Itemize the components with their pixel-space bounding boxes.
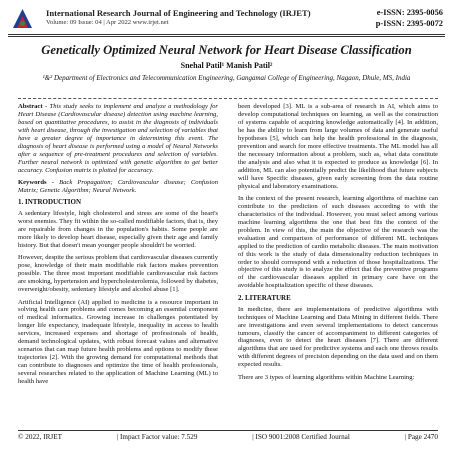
keywords-label: Keywords [18,178,47,186]
paragraph: There are 3 types of learning algorithms within Machine Learning: [238,373,415,381]
p-issn: p-ISSN: 2395-0072 [375,19,443,28]
journal-header [8,5,445,33]
abstract [18,103,218,175]
journal-name: International Research Journal of Engineering and Technology (IRJET) [46,8,311,18]
e-issn: e-ISSN: 2395-0056 [376,8,443,17]
keywords-text: - Back Propagation; Cardiovascular disease; Confusion Matrix; Genetic Algorithm; Neural Network. [18,178,218,194]
journal-volume-line: Volume: 09 Issue: 04 | Apr 2022 www.irjet.net [46,19,169,26]
header-divider [8,34,445,37]
left-column [18,103,218,390]
section-heading-introduction: 1. INTRODUCTION [18,198,82,207]
dashed-divider [18,98,438,99]
paragraph: In medicine, there are implementations of predictive algorithms with techniques of Machine Learning and Data Mining in different fields. There are investigations and even several implementations to detect cancerous tumours, classify the cancer of accompaniment to different categories of diagnoses, even to detect the heart diseases [7]. There are different algorithms that are used for predictive systems and each one throws results with different degrees of precision depending on the data used and on them expected results. [238,305,438,369]
paragraph: A sedentary lifestyle, high cholesterol and stress are some of the heart's worst enemies. They fit within the so-called modifiable factors, that is, they are repairable from changes in the population's habits. Some people are more likely to develop heart disease, especially given their age and family history. But that doesn't mean younger people shouldn't be worried. [18,210,218,250]
paper-authors: Snehal Patil¹ Manish Patil² [180,61,273,70]
footer-copyright: © 2022, IRJET [18,433,62,441]
section-heading-literature: 2. LITERATURE [238,293,291,302]
footer-iso: | ISO 9001:2008 Certified Journal [252,433,350,441]
footer-divider [18,430,438,431]
paragraph: In the context of the present research, learning algorithms of machine can contribute to the prediction of such diseases according to with the characteristics of the individual. However, you must select among various machine learning algorithms the one that best fits the context of the problem. In view of this, the main the objective of the research was the evaluation and comparison of performance of different ML techniques applied to the prediction of cardio metabolic diseases. The main motivation of this work is the study of data dimensionality reduction techniques in order to should correspond with a reduction of those hospitalizations. The objective of this study is to analyze the effect that the preventive programs of the cardiovascular diseases applied in primary care have on the avoidable hospitalization specific of these diseases. [238,194,438,290]
abstract-text: - This study seeks to implement and analyze a methodology for Heart Disease (Cardiovascular disease) detection using machine learning, based on quantitative procedures, to assist in the diagnosis of individuals with heart disease, through the investigation and selection of variables that have a greater degree of importance in determining this event. The diagnosis of heart disease is performed using a model of Neural Networks after a sequence of pre-treatment procedures and selection of variables. Further neural network is optimized with genetic algorithm to get better accuracy. Confusion matrix is plotted for accuracy. [18,103,218,174]
right-column [238,103,438,386]
paper-title: Genetically Optimized Neural Network for Heart Disease Classification [41,43,412,57]
paragraph: Artificial Intelligence (AI) applied to medicine is a resource important in solving health care problems and comes becoming an essential component of medical informatics. Growing increase in challenges potentiated by longer life expectancy, inadequate lifestyle, inequality in access to health services, increased expenses and shortage of professionals of health, demand technological updates, with robust forecast values and alternative scenarios that can map future health problems and options to modify these trajectories [2]. With the growing demand for computational methods that can contribute to diagnoses and optimize the time of health professionals, several researches related to the application of Machine Learning (ML) to health have [18,298,218,386]
page-footer [18,433,438,445]
footer-impact-factor: | Impact Factor value: 7.529 [116,433,198,441]
paragraph: been developed [3]. ML is a sub-area of research in AI, which aims to develop computational techniques on learning, as well as the construction of systems capable of acquiring knowledge automatically [4]. In addition, he has the ability to learn from large volumes of data and generate useful hypotheses [5], which can help the health professional in the diagnosis, prevention and search for more effective treatments. The ML model has all the necessary information about a problem, such as, what data constitute the analysis and also what it is expected to produce as knowledge [6]. In addition, ML can also potentially predict the likelihood that future subjects will have Specific diseases, given early screening from the data routine physical and laboratory examinations. [238,103,438,190]
paper-affiliation: ¹&² Department of Electronics and Telecommunication Engineering, Gangamai College of Engineering, Nagaon, Dhule, MS, India [42,74,411,82]
footer-page-number: | Page 2470 [404,433,438,441]
irjet-logo [10,6,35,31]
abstract-label: Abstract [18,103,43,110]
keywords [18,179,218,195]
paragraph: However, despite the serious problem that cardiovascular diseases currently pose, knowledge of their main modifiable risk factors makes prevention possible. The three most important modifiable cardiovascular risk factors are smoking, hypertension and hypercholesterolemia, followed by diabetes, overweight/obesity, sedentary lifestyle and alcohol abuse [1]. [18,254,218,294]
